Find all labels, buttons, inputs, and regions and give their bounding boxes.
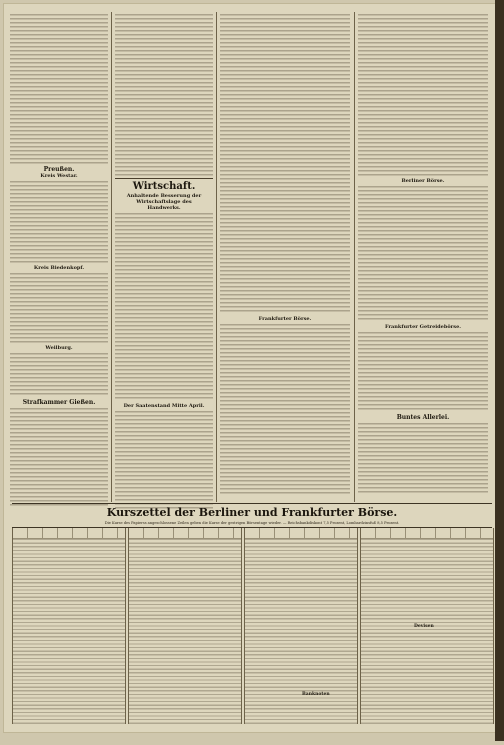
boerse-title: Kurszettel der Berliner und Frankfurter Börse. — [106, 506, 398, 519]
heading-strafkammer: Strafkammer Gießen. — [22, 399, 96, 406]
article-text — [220, 324, 350, 496]
heading-wirtschaft: Wirtschaft. — [132, 181, 196, 192]
heading-weilburg: Weilburg. — [45, 345, 73, 351]
heading-getreideboerse: Frankfurter Getreidebörse. — [384, 324, 462, 330]
article-text — [358, 186, 488, 322]
article-text — [10, 273, 108, 343]
section-rule — [12, 503, 492, 504]
article-text — [358, 423, 488, 493]
stock-table-1 — [12, 528, 126, 724]
boerse-subtitle: Die Kurse des Papierss angeschlossene Zeilen geben die Kurse der gestrigen Börsentage wieder. — Reichsbankdiskont 7,5 Prozent, Lombardzinsfuß 8,5 Prozent. — [104, 521, 400, 525]
article-text — [115, 14, 213, 176]
devisen-caption: Devisen — [414, 624, 434, 629]
article-text — [10, 408, 108, 506]
banknoten-caption: Banknoten — [302, 692, 330, 697]
heading-buntes-allerlei: Buntes Allerlei. — [396, 414, 450, 421]
heading-wirtschaft-sub: Anhaltende Besserung der Wirtschaftslage des Handwerks. — [126, 193, 202, 211]
heading-kreis-westar: Kreis Westar. — [40, 173, 78, 179]
article-text — [10, 14, 108, 164]
column-divider — [354, 12, 355, 502]
column-divider — [216, 12, 217, 502]
article-text — [358, 332, 488, 412]
heading-kreis-biedenkopf: Kreis Biedenkopf. — [33, 265, 85, 271]
column-divider — [111, 12, 112, 502]
column-3 — [220, 12, 350, 502]
article-text — [115, 411, 213, 511]
article-text — [115, 213, 213, 401]
stock-table-2 — [128, 528, 242, 724]
column-2 — [115, 12, 213, 502]
heading-frankfurter-boerse: Frankfurter Börse. — [258, 316, 312, 322]
newspaper-page — [4, 4, 497, 732]
article-text — [10, 181, 108, 263]
article-text — [220, 14, 350, 314]
heading-saatenstand: Der Saatenstand Mitte April. — [123, 403, 205, 409]
heading-preussen: Preußen. — [43, 166, 75, 173]
article-text — [358, 14, 488, 176]
section-rule — [115, 178, 213, 179]
column-1 — [10, 12, 108, 502]
column-4 — [358, 12, 488, 502]
adjacent-page-edge — [495, 0, 504, 741]
heading-berliner-boerse: Berliner Börse. — [401, 178, 445, 184]
stock-table-3 — [244, 528, 358, 724]
article-text — [10, 353, 108, 397]
